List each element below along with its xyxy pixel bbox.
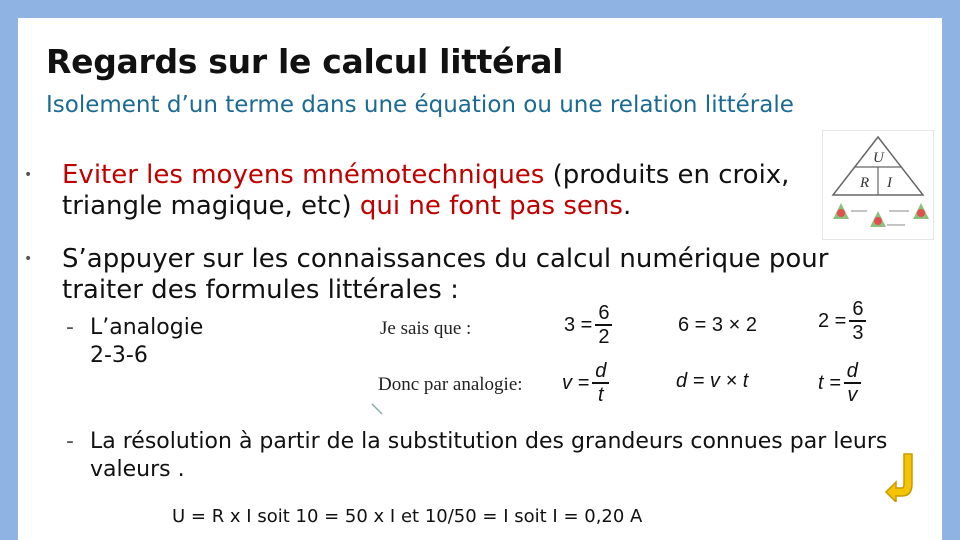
- formula-example: U = R x I soit 10 = 50 x I et 10/50 = I soit I = 0,20 A: [172, 506, 643, 527]
- equation-3-eq-6-over-2: 3 = $\frac{6}{2}$: [564, 302, 612, 348]
- plain-text: (produits en croix, triangle magique, etc): [62, 160, 790, 221]
- svg-text:I: I: [887, 175, 892, 191]
- bullet-text: [62, 160, 822, 222]
- equation-2-eq-6-over-3: 2 = $\frac{6}{3}$: [818, 298, 866, 344]
- sub-text: L’analogie 2-3-6: [90, 315, 204, 368]
- equation-d-eq-vxt: d = v × t: [676, 370, 749, 392]
- svg-text:R: R: [860, 175, 870, 191]
- equation-6-eq-3x2: 6 = 3 × 2: [678, 314, 757, 336]
- page-subtitle: Isolement d’un terme dans une équation ou une relation littérale: [46, 92, 794, 118]
- dash-marker: -: [66, 315, 74, 340]
- highlight-text: Eviter les moyens mnémotechniques: [62, 160, 545, 190]
- bullet-text: S’appuyer sur les connaissances du calcul numérique pour traiter des formules littérales :: [62, 244, 829, 305]
- bullet-dot: •: [24, 167, 33, 183]
- je-sais-label: Je sais que :: [380, 318, 472, 339]
- donc-label: Donc par analogie:: [378, 374, 523, 395]
- sub-text: La résolution à partir de la substitution des grandeurs connues par leurs valeurs .: [90, 429, 888, 482]
- equation-t-eq-d-over-v: t = $\frac{d}{v}$: [818, 360, 861, 406]
- highlight-text: qui ne font pas sens: [359, 191, 623, 221]
- dash-marker: -: [66, 429, 74, 454]
- bullet-dot: •: [24, 251, 33, 267]
- curved-arrow-down-left-icon: [884, 452, 924, 502]
- pen-mark-icon: [370, 402, 386, 418]
- plain-text: .: [622, 191, 632, 221]
- svg-text:U: U: [873, 150, 884, 166]
- magic-triangle-image: [822, 130, 934, 240]
- page-title: Regards sur le calcul littéral: [46, 42, 564, 81]
- equation-v-eq-d-over-t: v = $\frac{d}{t}$: [562, 360, 609, 406]
